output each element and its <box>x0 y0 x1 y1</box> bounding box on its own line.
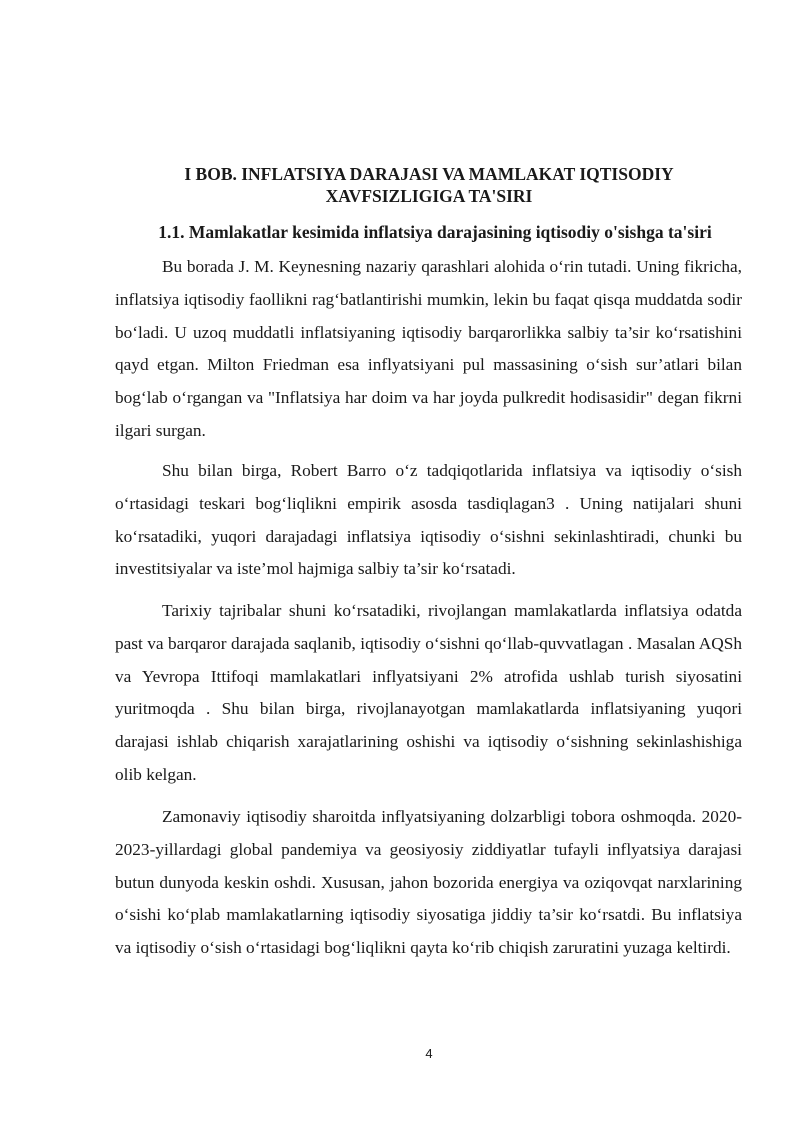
paragraph-keynes-friedman: Bu borada J. M. Keynesning nazariy qarashlari alohida o‘rin tutadi. Uning fikricha, inflatsiya iqtisodiy faollikni rag‘batlantirishi mumkin, lekin bu faqat qisqa muddatda sodir bo‘ladi. U uzoq muddatli inflatsiyaning iqtisodiy barqarorlikka salbiy ta’sir ko‘rsatishini qayd etgan. Milton Friedman esa inflyatsiyani pul massasining o‘sish sur’atlari bilan bog‘lab o‘rgangan va "Inflatsiya har doim va har joyda pulkredit hodisasidir" degan fikrni ilgari surgan. <box>115 257 742 440</box>
chapter-title <box>100 163 758 207</box>
chapter-title-line-1: I BOB. INFLATSIYA DARAJASI VA MAMLAKAT IQTISODIY <box>184 164 674 184</box>
section-title: 1.1. Mamlakatlar kesimida inflatsiya darajasining iqtisodiy o'sishga ta'siri <box>158 222 712 242</box>
paragraph-historical-experience: Tarixiy tajribalar shuni ko‘rsatadiki, rivojlangan mamlakatlarda inflatsiya odatda past va barqaror darajada saqlanib, iqtisodiy o‘sishni qo‘llab-quvvatlagan . Masalan AQSh va Yevropa Ittifoqi mamlakatlari inflyatsiyani 2% atrofida ushlab turish siyosatini yuritmoqda . Shu bilan birga, rivojlanayotgan mamlakatlarda inflatsiyaning yuqori darajasi ishlab chiqarish xarajatlarining oshishi va iqtisodiy o‘sishning sekinlashishiga olib kelgan. <box>115 601 742 784</box>
page-number: 4 <box>425 1046 433 1061</box>
paragraph-modern-conditions: Zamonaviy iqtisodiy sharoitda inflyatsiyaning dolzarbligi tobora oshmoqda. 2020-2023-yillardagi global pandemiya va geosiyosiy ziddiyatlar tufayli inflyatsiya darajasi butun dunyoda keskin oshdi. Xususan, jahon bozorida energiya va oziqovqat narxlarining o‘sishi ko‘plab mamlakatlarning iqtisodiy siyosatiga jiddiy ta’sir ko‘rsatdi. Bu inflatsiya va iqtisodiy o‘sish o‘rtasidagi bog‘liqlikni qayta ko‘rib chiqish zaruratini yuzaga keltirdi. <box>115 807 742 958</box>
paragraph-barro: Shu bilan birga, Robert Barro o‘z tadqiqotlarida inflatsiya va iqtisodiy o‘sish o‘rtasidagi teskari bog‘liqlikni empirik asosda tasdiqlagan3 . Uning natijalari shuni ko‘rsatadiki, yuqori darajadagi inflatsiya iqtisodiy o‘sishni sekinlashtiradi, chunki bu investitsiyalar va iste’mol hajmiga salbiy ta’sir ko‘rsatadi. <box>115 461 742 579</box>
chapter-title-line-2: XAVFSIZLIGIGA TA'SIRI <box>325 186 533 206</box>
